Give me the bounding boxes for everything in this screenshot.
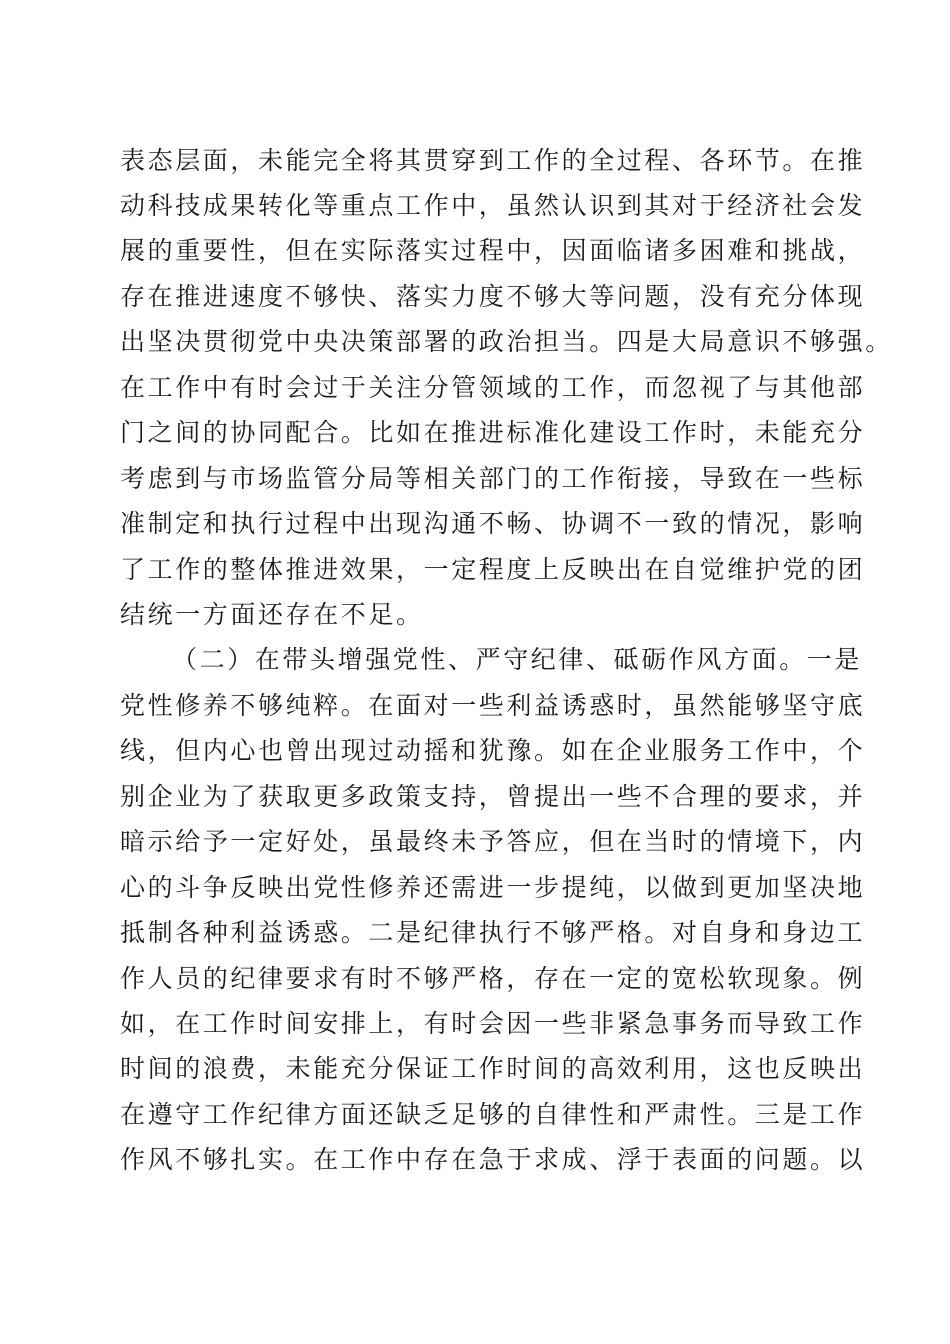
text-line: 门之间的协同配合。比如在推进标准化建设工作时，未能充分 — [120, 418, 866, 447]
text-line: 结统一方面还存在不足。 — [120, 600, 424, 629]
section-heading-line: （二）在带头增强党性、严守纪律、砥砺作风方面。一是 — [172, 645, 863, 674]
text-line: 动科技成果转化等重点工作中，虽然认识到其对于经济社会发 — [120, 191, 866, 220]
text-line: 抵制各种利益诱惑。二是纪律执行不够严格。对自身和身边工 — [120, 918, 866, 947]
text-line: 心的斗争反映出党性修养还需进一步提纯，以做到更加坚决地 — [120, 873, 866, 902]
text-line: 如，在工作时间安排上，有时会因一些非紧急事务而导致工作 — [120, 1009, 866, 1038]
text-line: 线，但内心也曾出现过动摇和犹豫。如在企业服务工作中，个 — [120, 736, 866, 765]
text-line: 时间的浪费，未能充分保证工作时间的高效利用，这也反映出 — [120, 1054, 866, 1083]
text-line: 展的重要性，但在实际落实过程中，因面临诸多困难和挑战， — [120, 236, 866, 265]
text-line: 表态层面，未能完全将其贯穿到工作的全过程、各环节。在推 — [120, 146, 866, 175]
text-line: 考虑到与市场监管分局等相关部门的工作衔接，导致在一些标 — [120, 464, 866, 493]
text-line: 在工作中有时会过于关注分管领域的工作，而忽视了与其他部 — [120, 373, 866, 402]
text-line: 了工作的整体推进效果，一定程度上反映出在自觉维护党的团 — [120, 555, 866, 584]
text-line: 在遵守工作纪律方面还缺乏足够的自律性和严肃性。三是工作 — [120, 1100, 866, 1129]
text-line: 暗示给予一定好处，虽最终未予答应，但在当时的情境下，内 — [120, 827, 866, 856]
text-line: 出坚决贯彻党中央决策部署的政治担当。四是大局意识不够强。 — [120, 327, 893, 356]
text-line: 别企业为了获取更多政策支持，曾提出一些不合理的要求，并 — [120, 782, 866, 811]
text-line: 存在推进速度不够快、落实力度不够大等问题，没有充分体现 — [120, 282, 866, 311]
text-line: 作风不够扎实。在工作中存在急于求成、浮于表面的问题。以 — [120, 1145, 866, 1174]
text-line: 作人员的纪律要求有时不够严格，存在一定的宽松软现象。例 — [120, 964, 866, 993]
text-line: 准制定和执行过程中出现沟通不畅、协调不一致的情况，影响 — [120, 509, 866, 538]
text-line: 党性修养不够纯粹。在面对一些利益诱惑时，虽然能够坚守底 — [120, 691, 866, 720]
